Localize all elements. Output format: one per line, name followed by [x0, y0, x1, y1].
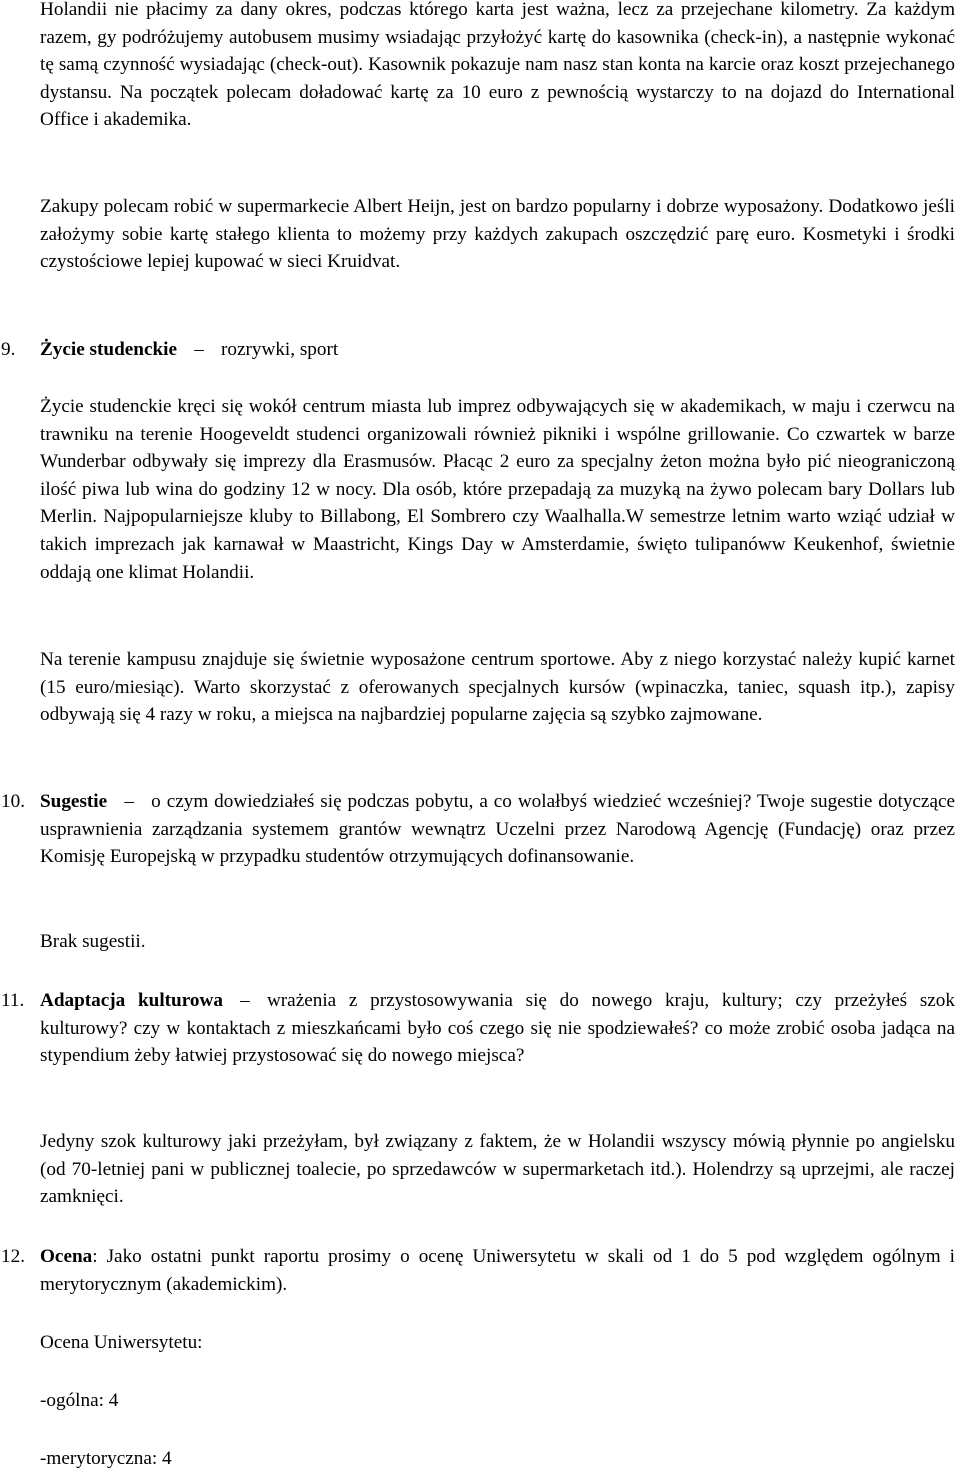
- section-9-dash: –: [194, 339, 204, 360]
- section-9-subtitle: rozrywki, sport: [220, 339, 339, 360]
- section-9-heading: [0, 336, 955, 364]
- section-12-subtitle: : Jako ostatni punkt raportu prosimy o ocenę Uniwersytetu w skali od 1 do 5 pod względem ogólnym i merytorycznym (akademickim).: [40, 1246, 955, 1295]
- intro-paragraph-transport: Holandii nie płacimy za dany okres, podczas którego karta jest ważna, lecz za przejechane kilometry. Za każdym razem, gy podróżujemy autobusem musimy wsiadając przyłożyć kartę do kasownika (check-in), a następnie wykonać tę samą czynność wysiadając (check-out). Kasownik pokazuje nam nasz stan konta na karcie oraz koszt przejechanego dystansu. Na początek polecam doładować kartę za 10 euro z pewnością wystarczy to na dojazd do International Office i akademika.: [40, 0, 955, 131]
- section-9-paragraph-sport: Na terenie kampusu znajduje się świetnie wyposażone centrum sportowe. Aby z niego korzystać należy kupić karnet (15 euro/miesiąc). Warto skorzystać z oferowanych specjalnych kursów (wpinaczka, taniec, squash itp.), zapisy odbywają się 4 razy w roku, a miejsca na najbardziej popularne zajęcia są szybko zajmowane.: [40, 649, 955, 726]
- section-11-dash: –: [240, 990, 250, 1011]
- section-12-heading: [0, 1243, 955, 1298]
- rating-substantive: -merytoryczna: 4: [40, 1448, 172, 1469]
- section-9-paragraph-nightlife: Życie studenckie kręci się wokół centrum miasta lub imprez odbywających się w akademikach, w maju i czerwcu na trawniku na terenie Hoogeveldt studenci organizowali również pikniki i wspólne grillowanie. Co czwartek w barze Wunderbar odbywały się imprezy dla Erasmusów. Płacąc 2 euro za specjalny żeton można było pić nieograniczoną ilość piwa lub wina do godziny 12 w nocy. Dla osób, które przepadają za muzyką na żywo polecam bary Dollars lub Merlin. Najpopularniejsze kluby to Billabong, El Sombrero czy Waalhalla.W semestrze letnim warto wziąć udział w takich imprezach jak karnawał w Maastricht, Kings Day w Amsterdamie, święto tulipanóww Keukenhof, świetnie oddają one klimat Holandii.: [40, 396, 955, 583]
- rating-label: Ocena Uniwersytetu:: [40, 1332, 203, 1353]
- section-10-subtitle: o czym dowiedziałeś się podczas pobytu, a co wolałbyś wiedzieć wcześniej? Twoje sugestie dotyczące usprawnienia zarządzania systemem grantów wewnątrz Uczelni przez Narodową Agencję (Fundację) oraz przez Komisję Europejską w przypadku studentów otrzymujących dofinansowanie.: [40, 791, 955, 868]
- section-9-title: Życie studenckie: [40, 339, 177, 360]
- section-11-answer: Jedyny szok kulturowy jaki przeżyłam, był związany z faktem, że w Holandii wszyscy mówią płynnie po angielsku (od 70-letniej pani w publicznej toalecie, po sprzedawców w supermarketach itd.). Holendrzy są uprzejmi, ale raczej zamknięci.: [40, 1131, 955, 1208]
- section-10-answer: Brak sugestii.: [40, 931, 146, 952]
- section-11-number: 11.: [1, 990, 25, 1011]
- intro-paragraph-shopping: Zakupy polecam robić w supermarkecie Albert Heijn, jest on bardzo popularny i dobrze wyposażony. Dodatkowo jeśli założymy sobie kartę stałego klienta to możemy przy każdych zakupach oszczędzić parę euro. Kosmetyki i środki czystościowe lepiej kupować w sieci Kruidvat.: [40, 196, 955, 273]
- section-10-number: 10.: [1, 791, 25, 812]
- section-12-title: Ocena: [40, 1246, 93, 1267]
- section-9-number: 9.: [1, 339, 16, 360]
- section-11-subtitle: wrażenia z przystosowywania się do nowego kraju, kultury; czy przeżyłeś szok kulturowy? czy w kontaktach z mieszkańcami było coś czego się nie spodziewałeś? co może zrobić osoba jadąca na stypendium żeby łatwiej przystosować się do nowego miejsca?: [40, 990, 955, 1067]
- section-11-heading: [0, 987, 955, 1070]
- section-10-dash: –: [124, 791, 134, 812]
- section-12-number: 12.: [1, 1246, 25, 1267]
- section-10-heading: [0, 788, 955, 871]
- rating-general: -ogólna: 4: [40, 1390, 119, 1411]
- section-11-title: Adaptacja kulturowa: [40, 990, 223, 1011]
- section-10-title: Sugestie: [40, 791, 108, 812]
